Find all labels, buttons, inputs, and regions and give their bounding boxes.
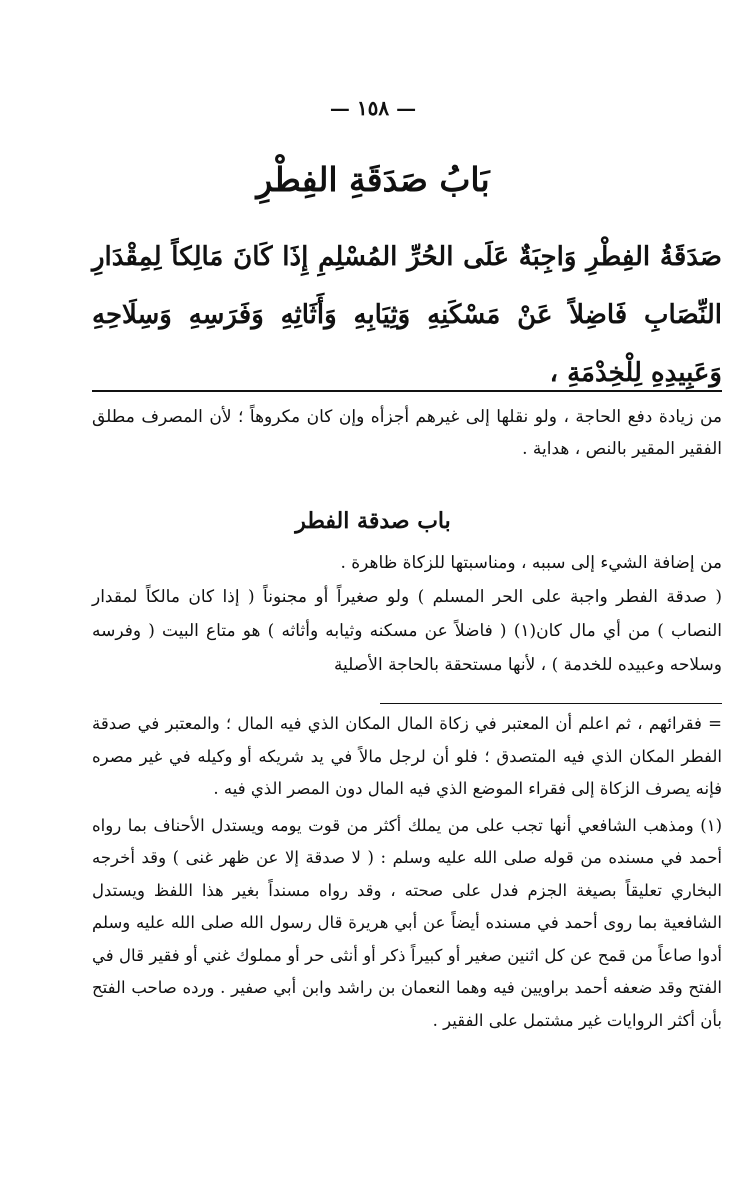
footnote-divider	[380, 703, 722, 704]
footnotes	[92, 708, 722, 1037]
main-text: صَدَقَةُ الفِطْرِ وَاجِبَةٌ عَلَى الحُرِّ المُسْلِمِ إِذَا كَانَ مَالِكاً لِمِقْدَارِ النِّصَابِ فَاضِلاً عَنْ مَسْكَنِهِ وَثِيَابِهِ وَأَثَاثِهِ وَفَرَسِهِ وَسِلَاحِهِ وَعَبِيدِهِ لِلْخِدْمَةِ ،	[92, 242, 722, 388]
commentary-note: من زيادة دفع الحاجة ، ولو نقلها إلى غيرهم أجزأه وإن كان مكروهاً ؛ لأن المصرف مطلق الفقير المقير بالنص ، هداية .	[92, 407, 722, 459]
page-number: — ١٥٨ —	[329, 96, 417, 120]
section-heading: باب صدقة الفطر	[295, 508, 451, 534]
chapter-heading: بَابُ صَدَقَةِ الفِطْرِ	[256, 160, 490, 199]
commentary-paragraph: من إضافة الشيء إلى سببه ، ومناسبتها للزكاة ظاهرة .	[340, 553, 722, 573]
footnote: (١) ومذهب الشافعي أنها تجب على من يملك أكثر من قوت يومه ويستدل الأحناف بما رواه أحمد في مسنده من قوله صلى الله عليه وسلم : ( لا صدقة إلا عن ظهر غنى ) وقد أخرجه البخاري تعليقاً بصيغة الجزم فدل على صحته ، وقد رواه مسنداً بغير هذا اللفظ ويستدل الشافعية بما روى أحمد في مسنده أيضاً عن أبي هريرة قال رسول الله صلى الله عليه وسلم أدوا صاعاً من قمح عن كل اثنين صغير أو كبيراً ذكر أو أنثى حر أو مملوك غني أو فقير قال في الفتح وقد ضعفه أحمد براويين فيه وهما النعمان بن راشد وابن أبي صفير . ورده صاحب الفتح بأن أكثر الروايات غير مشتمل على الفقير .	[92, 815, 722, 1030]
commentary-paragraph: ( صدقة الفطر واجبة على الحر المسلم ) ولو صغيراً أو مجنوناً ( إذا كان مالكاً لمقدار النصاب ) من أي مال كان(١) ( فاضلاً عن مسكنه وثيابه وأثاثه ) هو متاع البيت ( وفرسه وسلاحه وعبيده للخدمة ) ، لأنها مستحقة بالحاجة الأصلية	[92, 587, 722, 675]
commentary-body	[92, 546, 722, 682]
footnote: = فقرائهم ، ثم اعلم أن المعتبر في زكاة المال المكان الذي فيه المال ؛ والمعتبر في صدقة الفطر المكان الذي فيه المتصدق ؛ فلو أن لرجل مالاً في يد شريكه أو وكيله في غير مصره فإنه يصرف الزكاة إلى فقراء الموضع الذي فيه المال دون المصر الذي فيه .	[92, 714, 722, 798]
divider-line	[92, 390, 722, 392]
